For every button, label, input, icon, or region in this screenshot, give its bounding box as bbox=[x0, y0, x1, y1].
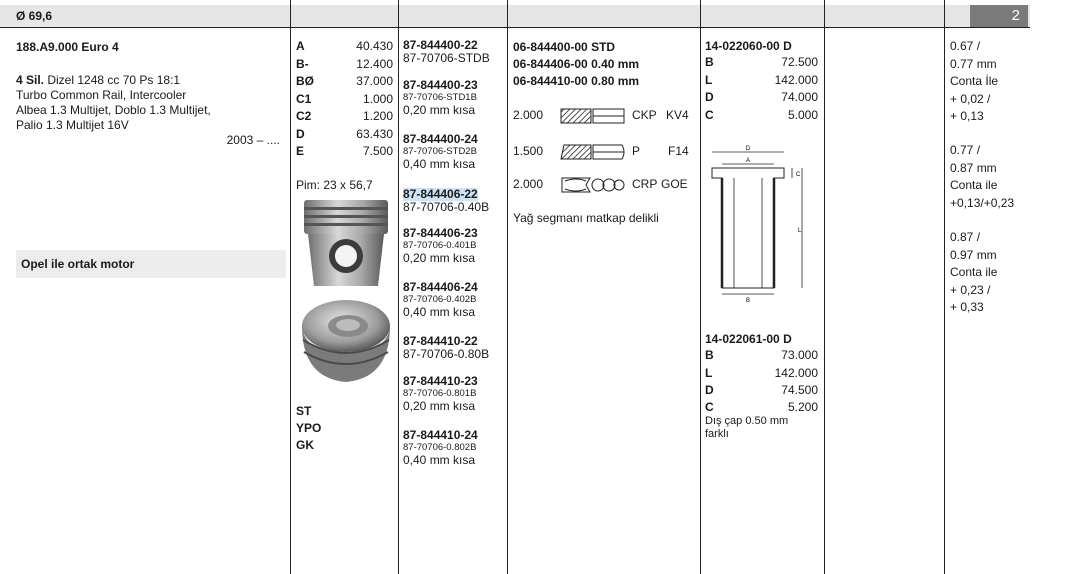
liner-code: 14-022060-00 D bbox=[705, 39, 792, 53]
shared-motor-note bbox=[16, 250, 286, 278]
dim-value: 37.000 bbox=[356, 74, 393, 88]
protrusion-line: 0.87 / bbox=[950, 230, 981, 244]
piston-entry bbox=[403, 375, 499, 429]
piston-note: 0,20 mm kısa bbox=[403, 251, 476, 265]
piston-code: 87-844410-22 bbox=[403, 334, 478, 348]
dim-value: 142.000 bbox=[774, 72, 818, 87]
liner-block-1 bbox=[705, 39, 818, 124]
dim-value: 1.000 bbox=[362, 91, 393, 106]
ring-type: CRP bbox=[632, 177, 658, 191]
piston-code: 87-844410-23 bbox=[403, 374, 478, 388]
cylinder-liner-diagram bbox=[708, 144, 818, 306]
liner-code: 14-022061-00 D bbox=[705, 332, 792, 346]
dim-key: BØ bbox=[296, 74, 314, 88]
protrusion-line: + 0,23 / bbox=[950, 282, 991, 297]
ring-width: 2.000 bbox=[513, 177, 544, 191]
engine-code: 188.A9.000 Euro 4 bbox=[16, 40, 119, 54]
piston-ref: 87-70706-STD2B bbox=[403, 146, 477, 157]
liner-note: Dış çap 0.50 mm bbox=[705, 414, 789, 427]
diagram-label-b: B bbox=[745, 298, 751, 304]
dim-key: B bbox=[705, 55, 714, 69]
protrusion-line: Conta ile bbox=[950, 265, 998, 279]
ring-row bbox=[513, 107, 698, 125]
dim-key: C1 bbox=[296, 91, 312, 106]
ring-set-list bbox=[513, 39, 639, 90]
piston-note: 0,40 mm kısa bbox=[403, 305, 476, 319]
protrusion-line: Conta ile bbox=[950, 178, 998, 192]
piston-side-image bbox=[298, 198, 393, 290]
dimension-row bbox=[296, 108, 393, 126]
engine-desc-line: Palio 1.3 Multijet 16V bbox=[16, 118, 129, 132]
piston-ref: 87-70706-STD1B bbox=[403, 92, 477, 103]
production-years: 2003 – .... bbox=[226, 133, 280, 147]
piston-entry bbox=[403, 133, 499, 187]
ring-code: F14 bbox=[668, 144, 689, 158]
ring-row bbox=[513, 143, 698, 161]
diagram-label-d: D bbox=[745, 146, 751, 152]
piston-code: 87-844400-22 bbox=[403, 38, 478, 52]
piston-code: 87-844400-24 bbox=[403, 132, 478, 146]
dim-value: 72.500 bbox=[781, 55, 818, 69]
column-divider bbox=[290, 0, 291, 574]
ring-code: KV4 bbox=[666, 108, 689, 122]
piston-ref: 87-70706-0.402B bbox=[403, 294, 477, 305]
oil-ring-note: Yağ segmanı matkap delikli bbox=[513, 211, 659, 225]
piston-ref: 87-70706-0.80B bbox=[403, 347, 490, 361]
ring-width: 2.000 bbox=[513, 108, 544, 122]
piston-entry bbox=[403, 39, 499, 79]
dim-value: 63.430 bbox=[356, 126, 393, 141]
protrusion-line: 0.77 mm bbox=[950, 56, 997, 71]
oil-ring-icon bbox=[560, 176, 626, 194]
piston-ref: 87-70706-0.401B bbox=[403, 240, 477, 251]
dim-value: 74.000 bbox=[781, 90, 818, 104]
liner-dim-row bbox=[705, 400, 818, 415]
liner-dim-row bbox=[705, 54, 818, 72]
piston-dimensions bbox=[296, 38, 393, 161]
protrusion-line: +0,13/+0,23 bbox=[950, 195, 1015, 210]
protrusion-line: 0.87 mm bbox=[950, 160, 997, 175]
ring-type: P bbox=[632, 144, 641, 158]
dim-key: B- bbox=[296, 56, 309, 71]
dim-key: A bbox=[296, 39, 305, 53]
protrusion-line: + 0,13 bbox=[950, 109, 984, 123]
piston-entry bbox=[403, 281, 499, 335]
dim-key: D bbox=[705, 383, 714, 397]
piston-ref: 87-70706-0.801B bbox=[403, 388, 477, 399]
diagram-label-c: C bbox=[796, 172, 801, 178]
dim-key: C bbox=[705, 107, 714, 122]
piston-ref: 87-70706-0.40B bbox=[403, 200, 490, 214]
ring-set-code: 06-844410-00 0.80 mm bbox=[513, 74, 640, 88]
engine-desc-line: Albea 1.3 Multijet, Doblo 1.3 Multijet, bbox=[16, 103, 211, 117]
dim-key: L bbox=[705, 365, 713, 380]
protrusion-line: 0.67 / bbox=[950, 39, 981, 53]
ring-type: CKP bbox=[632, 108, 657, 122]
piston-part-list bbox=[403, 39, 499, 473]
piston-entry bbox=[403, 227, 499, 281]
column-divider bbox=[507, 0, 508, 574]
protrusion-line: + 0,33 bbox=[950, 300, 984, 314]
dimension-row bbox=[296, 143, 393, 161]
protrusion-line: + 0,02 / bbox=[950, 91, 991, 106]
column-divider bbox=[700, 0, 701, 574]
protrusion-block bbox=[950, 229, 1068, 317]
piston-entry bbox=[403, 187, 499, 227]
engine-desc-line bbox=[16, 73, 284, 88]
bore-diameter: Ø 69,6 bbox=[16, 9, 53, 23]
piston-ref: 87-70706-0.802B bbox=[403, 442, 477, 453]
liner-dim-row bbox=[705, 72, 818, 90]
protrusion-line: Conta İle bbox=[950, 74, 999, 88]
piston-entry bbox=[403, 79, 499, 133]
diagram-label-l: L bbox=[798, 228, 802, 234]
dim-key: L bbox=[705, 72, 713, 87]
piston-features bbox=[296, 403, 321, 454]
liner-dim-row bbox=[705, 365, 818, 383]
feature-code: ST bbox=[296, 404, 312, 418]
liner-dim-row bbox=[705, 382, 818, 400]
piston-entry bbox=[403, 429, 499, 473]
pin-size: Pim: 23 x 56,7 bbox=[296, 178, 373, 192]
protrusion-block bbox=[950, 38, 1068, 126]
engine-spec: Dizel 1248 cc 70 Ps 18:1 bbox=[44, 73, 181, 87]
diagram-label-a: A bbox=[745, 158, 751, 164]
dim-value: 1.200 bbox=[362, 109, 393, 123]
dim-key: B bbox=[705, 348, 714, 362]
ring-set-code: 06-844400-00 STD bbox=[513, 40, 616, 54]
piston-code: 87-844406-22 bbox=[403, 187, 478, 201]
liner-dim-row bbox=[705, 347, 818, 365]
piston-top-image bbox=[300, 296, 392, 386]
piston-code: 87-844400-23 bbox=[403, 78, 478, 92]
compression-ring-icon bbox=[560, 107, 626, 125]
piston-note: 0,20 mm kısa bbox=[403, 399, 476, 413]
protrusion-line: 0.97 mm bbox=[950, 247, 997, 262]
dim-value: 12.400 bbox=[356, 56, 393, 71]
dim-value: 5.000 bbox=[787, 107, 818, 122]
ring-set-code: 06-844406-00 0.40 mm bbox=[513, 57, 640, 71]
piston-note: 0,40 mm kısa bbox=[403, 453, 476, 467]
dimension-row bbox=[296, 126, 393, 144]
column-divider bbox=[824, 0, 825, 574]
piston-code: 87-844406-24 bbox=[403, 280, 478, 294]
dim-value: 5.200 bbox=[787, 399, 818, 414]
column-divider bbox=[398, 0, 399, 574]
dim-value: 74.500 bbox=[781, 383, 818, 397]
dimension-row bbox=[296, 91, 393, 109]
engine-desc-line: Turbo Common Rail, Intercooler bbox=[16, 88, 187, 102]
feature-code: YPO bbox=[296, 421, 322, 435]
feature-code: GK bbox=[296, 438, 314, 452]
liner-dim-row bbox=[705, 107, 818, 125]
dim-value: 142.000 bbox=[774, 365, 818, 380]
column-divider bbox=[944, 0, 945, 574]
piston-code: 87-844406-23 bbox=[403, 226, 478, 240]
dim-key: E bbox=[296, 144, 305, 158]
dim-key: D bbox=[705, 90, 714, 104]
protrusion-block bbox=[950, 142, 1068, 212]
piston-code: 87-844410-24 bbox=[403, 428, 478, 442]
protrusion-line: 0.77 / bbox=[950, 143, 981, 157]
dim-key: D bbox=[296, 126, 305, 141]
ring-width: 1.500 bbox=[513, 144, 544, 158]
piston-ref: 87-70706-STDB bbox=[403, 51, 490, 65]
dimension-row bbox=[296, 73, 393, 91]
piston-note: 0,40 mm kısa bbox=[403, 157, 476, 171]
page-number: 2 bbox=[970, 5, 1028, 27]
shared-motor-label: Opel ile ortak motor bbox=[21, 257, 135, 271]
ring-code: GOE bbox=[661, 177, 688, 191]
dimension-row bbox=[296, 56, 393, 74]
liner-block-2 bbox=[705, 332, 818, 441]
liner-dim-row bbox=[705, 89, 818, 107]
taper-ring-icon bbox=[560, 143, 626, 161]
dim-value: 7.500 bbox=[362, 144, 393, 158]
dim-key: C bbox=[705, 399, 714, 414]
cylinder-count: 4 Sil. bbox=[16, 73, 45, 87]
dim-value: 73.000 bbox=[781, 348, 818, 362]
piston-note: 0,20 mm kısa bbox=[403, 103, 476, 117]
liner-note: farklı bbox=[705, 427, 729, 440]
dim-key: C2 bbox=[296, 109, 312, 123]
ring-row bbox=[513, 176, 698, 194]
header-bar bbox=[0, 5, 1030, 28]
dimension-row bbox=[296, 38, 393, 56]
piston-entry bbox=[403, 335, 499, 375]
engine-info bbox=[16, 40, 284, 148]
dim-value: 40.430 bbox=[356, 39, 393, 53]
